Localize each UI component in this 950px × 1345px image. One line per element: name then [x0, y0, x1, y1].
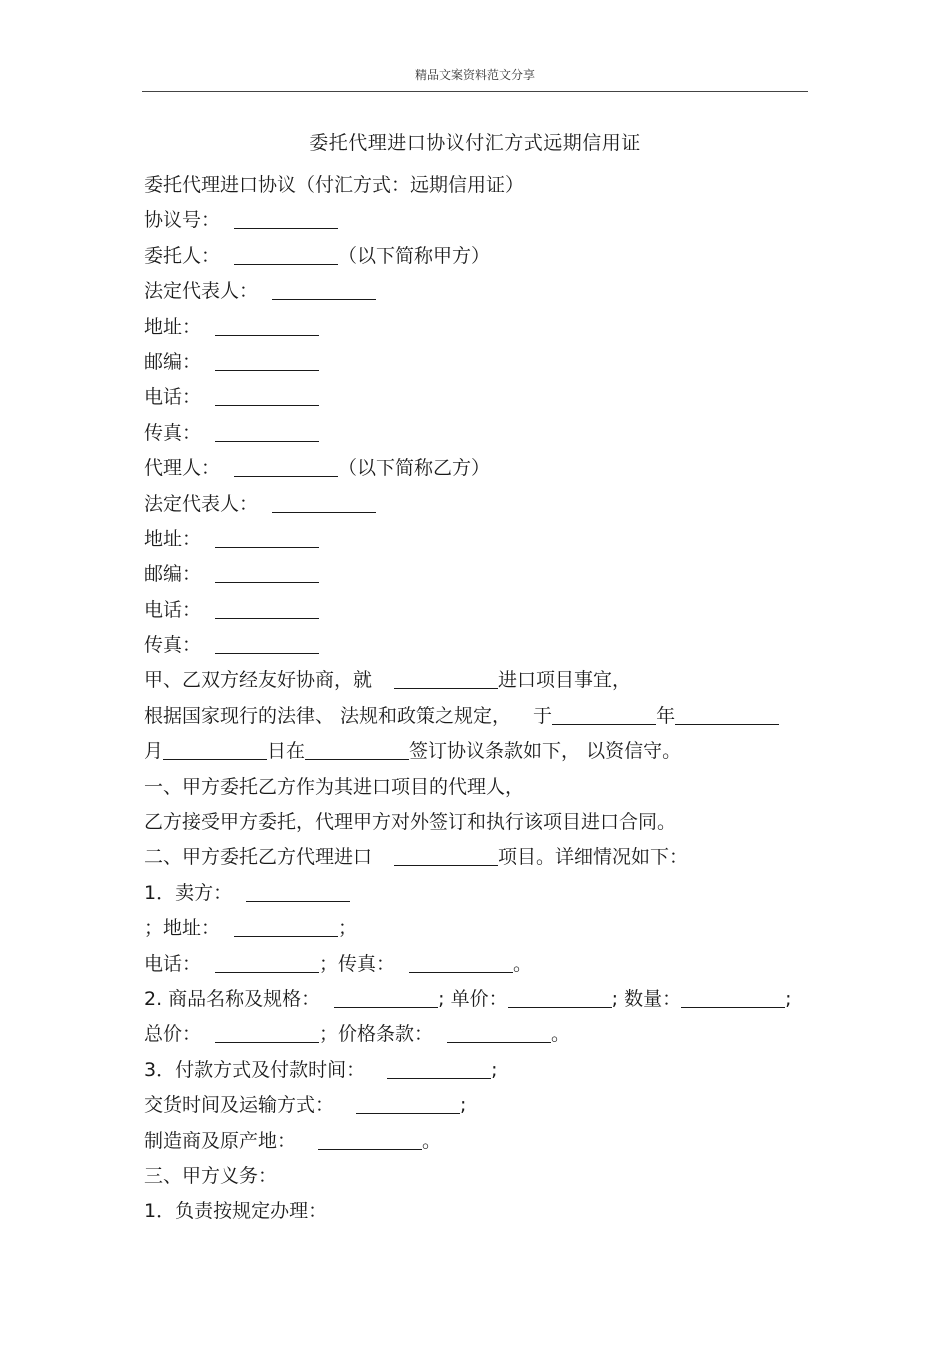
- clause-2-project-field[interactable]: [394, 847, 498, 866]
- agent-note: （以下简称乙方）: [338, 457, 491, 480]
- clause-3-item-1-text: 1．负责按规定办理：: [144, 1200, 328, 1223]
- manufacturer-line-end: 。: [422, 1129, 442, 1152]
- seller-field[interactable]: [246, 883, 350, 902]
- unit-price-field[interactable]: [508, 989, 612, 1008]
- document-title: 委托代理进口协议付汇方式远期信用证: [309, 132, 641, 154]
- clause-1-cont-text: 乙方接受甲方委托，代理甲方对外签订和执行该项目进口合同。: [144, 811, 677, 834]
- principal-phone-field[interactable]: [215, 387, 319, 406]
- day-label: 日在: [267, 740, 306, 763]
- agent-phone-line: [144, 593, 814, 628]
- clause-3-item-1-line: [144, 1194, 814, 1229]
- manufacturer-field[interactable]: [318, 1131, 422, 1150]
- seller-line: [144, 876, 814, 911]
- agent-address-field[interactable]: [215, 529, 319, 548]
- delivery-line-end: ;: [460, 1094, 467, 1117]
- principal-postcode-line: [144, 345, 814, 380]
- principal-address-label: 地址：: [144, 315, 202, 338]
- principal-postcode-label: 邮编：: [144, 350, 202, 373]
- principal-rep-field[interactable]: [272, 281, 376, 300]
- clause-3-line: [144, 1159, 814, 1194]
- total-line-end: 。: [551, 1023, 571, 1046]
- day-field[interactable]: [163, 741, 267, 760]
- principal-phone-line: [144, 380, 814, 415]
- agent-rep-line: [144, 487, 814, 522]
- seller-address-end: ；: [338, 917, 358, 940]
- legal-basis-on: 于: [533, 704, 553, 727]
- seller-address-line: [144, 911, 814, 946]
- agent-postcode-label: 邮编：: [144, 563, 202, 586]
- seller-label: 1．卖方：: [144, 881, 233, 904]
- document-body: [144, 168, 814, 1230]
- delivery-line: [144, 1088, 814, 1123]
- seller-address-field[interactable]: [234, 918, 338, 937]
- agent-address-line: [144, 522, 814, 557]
- month-label: 月: [144, 740, 164, 763]
- agent-phone-label: 电话：: [144, 598, 202, 621]
- clause-1-cont-line: [144, 805, 814, 840]
- signing-text: 签订协议条款如下， 以资信守。: [409, 740, 682, 763]
- principal-postcode-field[interactable]: [215, 352, 319, 371]
- agent-phone-field[interactable]: [215, 600, 319, 619]
- import-project-field[interactable]: [394, 670, 498, 689]
- total-price-label: 总价：: [144, 1023, 202, 1046]
- delivery-label: 交货时间及运输方式：: [144, 1094, 335, 1117]
- legal-basis-line: [144, 699, 814, 734]
- goods-name-label: 2. 商品名称及规格：: [144, 987, 321, 1010]
- legal-basis-text: 根据国家现行的法律、 法规和政策之规定，: [144, 704, 512, 727]
- month-field[interactable]: [675, 706, 779, 725]
- principal-rep-line: [144, 274, 814, 309]
- quantity-field[interactable]: [681, 989, 785, 1008]
- agent-postcode-field[interactable]: [215, 564, 319, 583]
- consultation-line: [144, 663, 814, 698]
- clause-1-line: [144, 770, 814, 805]
- agent-fax-label: 传真：: [144, 634, 202, 657]
- agent-rep-field[interactable]: [272, 494, 376, 513]
- principal-rep-label: 法定代表人：: [144, 280, 259, 303]
- clause-3-text: 三、甲方义务：: [144, 1164, 278, 1187]
- agreement-number-label: 协议号：: [144, 209, 221, 232]
- seller-contact-end: 。: [513, 952, 533, 975]
- total-price-field[interactable]: [215, 1024, 319, 1043]
- agent-postcode-line: [144, 557, 814, 592]
- payment-label: 3．付款方式及付款时间：: [144, 1058, 366, 1081]
- agreement-number-field[interactable]: [234, 210, 338, 229]
- page-header: 精品文案资料范文分享: [414, 68, 535, 82]
- principal-line: [144, 239, 814, 274]
- principal-fax-line: [144, 416, 814, 451]
- agent-field[interactable]: [234, 458, 338, 477]
- principal-fax-label: 传真：: [144, 421, 202, 444]
- principal-fax-field[interactable]: [215, 423, 319, 442]
- price-terms-field[interactable]: [447, 1024, 551, 1043]
- payment-line: [144, 1053, 814, 1088]
- clause-1-text: 一、甲方委托乙方作为其进口项目的代理人，: [144, 775, 525, 798]
- payment-line-end: ;: [491, 1058, 498, 1081]
- goods-name-field[interactable]: [334, 989, 438, 1008]
- payment-field[interactable]: [387, 1060, 491, 1079]
- quantity-label: ; 数量：: [611, 987, 682, 1010]
- clause-2-suffix: 项目。详细情况如下：: [498, 846, 689, 869]
- consultation-text: 甲、乙双方经友好协商，就: [144, 669, 373, 692]
- principal-field[interactable]: [234, 246, 338, 265]
- consultation-suffix: 进口项目事宜，: [498, 669, 632, 692]
- seller-fax-field[interactable]: [409, 954, 513, 973]
- total-line: [144, 1017, 814, 1052]
- agent-fax-field[interactable]: [215, 635, 319, 654]
- principal-address-field[interactable]: [215, 317, 319, 336]
- principal-label: 委托人：: [144, 244, 221, 267]
- agent-line: [144, 451, 814, 486]
- clause-2-text: 二、甲方委托乙方代理进口: [144, 846, 373, 869]
- signing-line: [144, 734, 814, 769]
- manufacturer-label: 制造商及原产地：: [144, 1129, 297, 1152]
- delivery-field[interactable]: [356, 1095, 460, 1114]
- subtitle-text: 委托代理进口协议（付汇方式：远期信用证）: [144, 174, 525, 196]
- manufacturer-line: [144, 1124, 814, 1159]
- seller-phone-label: 电话：: [144, 952, 202, 975]
- goods-line: [144, 982, 814, 1017]
- seller-contact-line: [144, 947, 814, 982]
- seller-phone-field[interactable]: [215, 954, 319, 973]
- unit-price-label: ; 单价：: [438, 987, 508, 1010]
- agent-fax-line: [144, 628, 814, 663]
- goods-line-end: ;: [785, 987, 792, 1010]
- seller-fax-label: ；传真：: [319, 952, 396, 975]
- header-divider: [142, 91, 808, 92]
- principal-phone-label: 电话：: [144, 386, 202, 409]
- signing-place-field[interactable]: [305, 741, 409, 760]
- agent-label: 代理人：: [144, 457, 221, 480]
- principal-address-line: [144, 310, 814, 345]
- principal-note: （以下简称甲方）: [338, 244, 491, 267]
- price-terms-label: ；价格条款：: [319, 1023, 434, 1046]
- clause-2-line: [144, 840, 814, 875]
- subtitle-line: [144, 168, 814, 203]
- year-label: 年: [656, 704, 676, 727]
- year-field[interactable]: [552, 706, 656, 725]
- agent-address-label: 地址：: [144, 527, 202, 550]
- seller-address-label: ；地址：: [144, 917, 221, 940]
- agent-rep-label: 法定代表人：: [144, 492, 259, 515]
- agreement-number-line: [144, 203, 814, 238]
